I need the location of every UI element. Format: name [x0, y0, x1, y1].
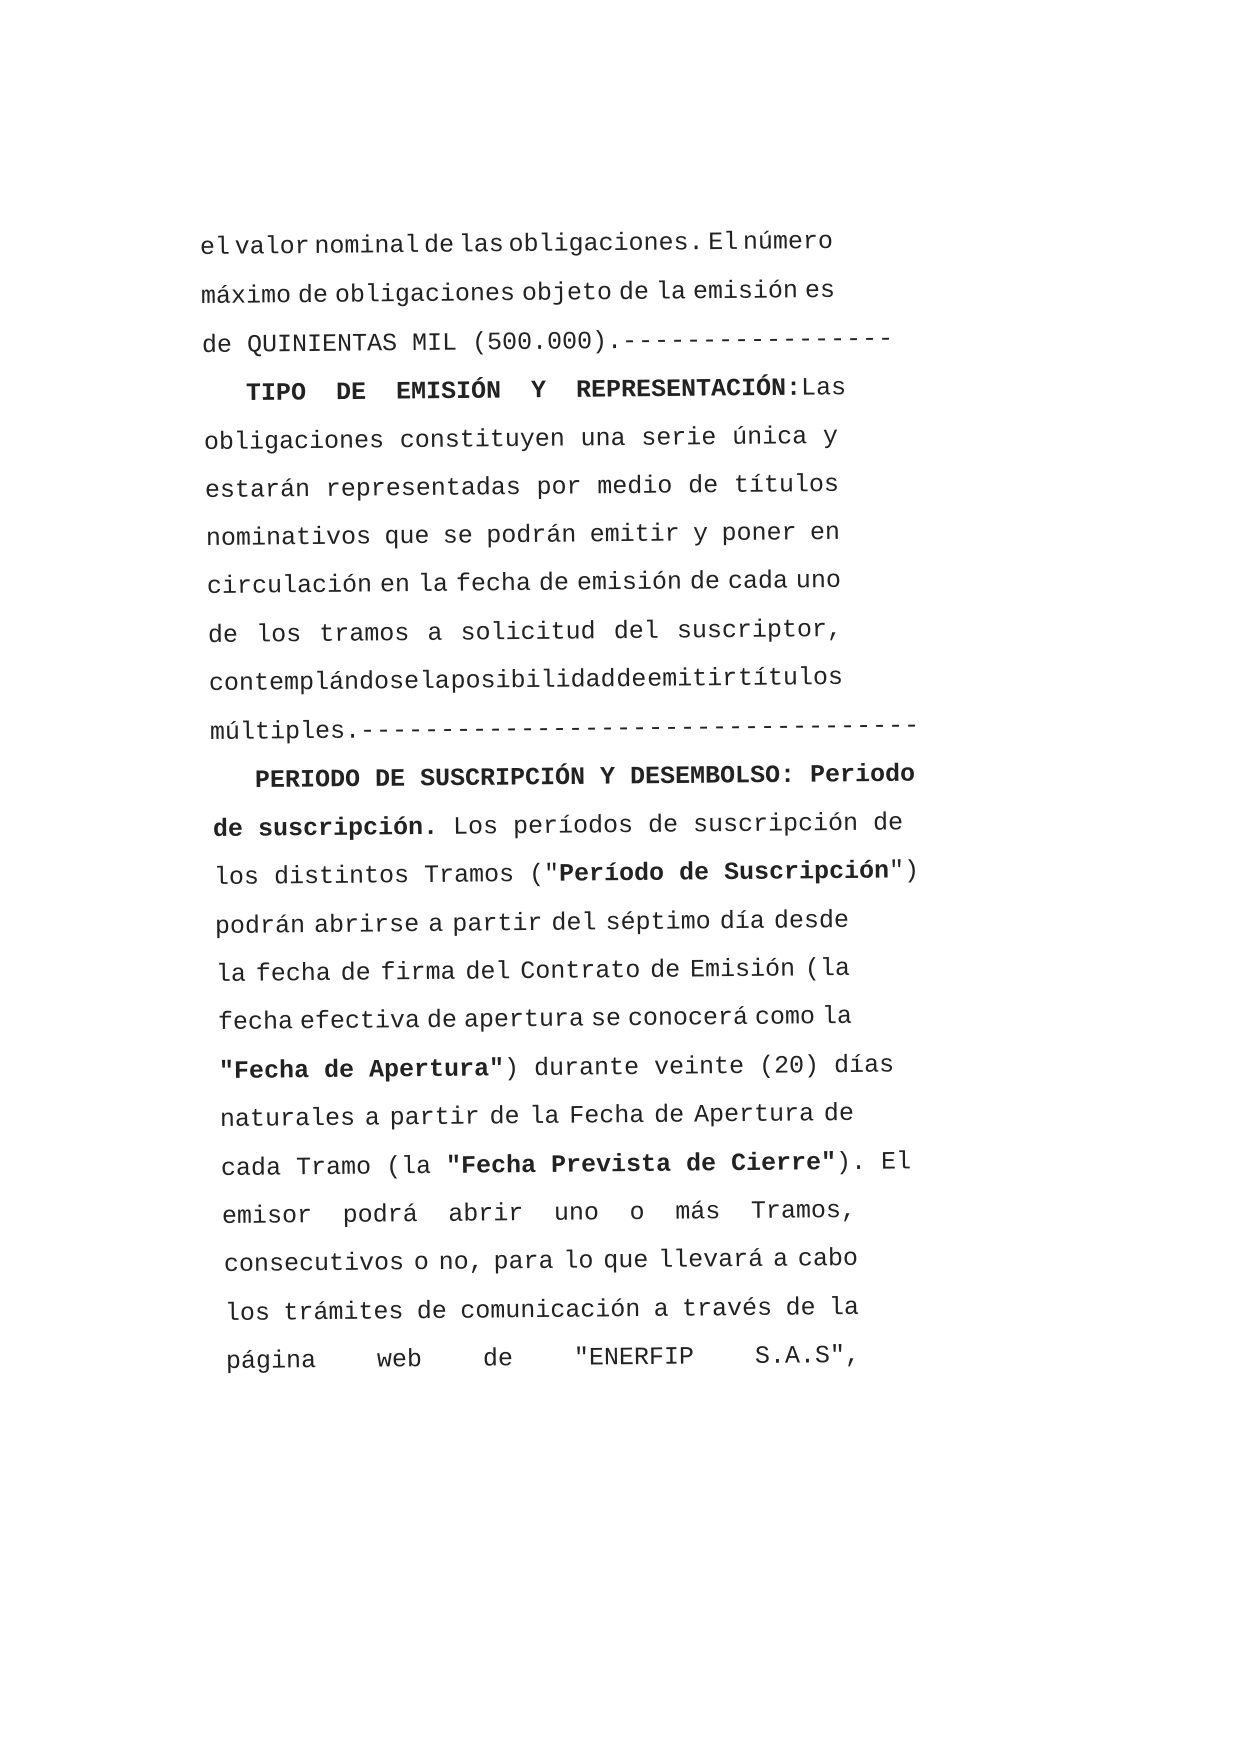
text-line: obligaciones constituyen una serie única y — [203, 421, 839, 457]
text-line: de QUINIENTAS MIL (500.000).----------------- — [201, 324, 895, 360]
section-heading-line: TIPO DE EMISIÓN Y REPRESENTACIÓN: Las — [245, 373, 847, 408]
text-line: consecutivos o no, para lo que llevará a cabo — [223, 1243, 859, 1279]
text-line: los trámites de comunicación a través de la — [224, 1292, 860, 1328]
text-line: nominativos que se podrán emitir y poner en — [205, 517, 841, 553]
text-line: la fecha de firma del Contrato de Emisión (la — [215, 953, 851, 989]
text-line: podrán abrirse a partir del séptimo día desde — [214, 905, 850, 941]
section-heading-line — [255, 760, 915, 796]
section-heading: PERIODO DE SUSCRIPCIÓN Y DESEMBOLSO: Periodo — [254, 759, 916, 795]
text-line: contemplándose la posibilidad de emitir títulos — [208, 662, 844, 698]
section-heading: TIPO DE EMISIÓN Y REPRESENTACIÓN: — [245, 373, 802, 408]
text-line: circulación en la fecha de emisión de cada uno — [206, 565, 842, 601]
text-line: "Fecha de Apertura") durante veinte (20) días — [218, 1050, 895, 1086]
text-line: de suscripción. Los períodos de suscripción de — [212, 808, 904, 844]
text-line: página web de "ENERFIP S.A.S", — [225, 1340, 861, 1376]
text-line: de los tramos a solicitud del suscriptor, — [207, 614, 843, 650]
text-line: estarán representadas por medio de títulos — [204, 469, 840, 505]
text-line: emisor podrá abrir uno o más Tramos, — [221, 1195, 857, 1231]
text-line: los distintos Tramos ("Período de Suscripción") — [213, 856, 920, 892]
text-line: naturales a partir de la Fecha de Apertura de — [219, 1098, 855, 1134]
text-line: cada Tramo (la "Fecha Prevista de Cierre"). El — [220, 1147, 912, 1183]
text-line: múltiples.----------------------------------- — [209, 711, 921, 747]
fill-dashes: ----------------------------------- — [359, 711, 921, 746]
text-line: fecha efectiva de apertura se conocerá como la — [217, 1001, 853, 1037]
text-line: el valor nominal de las obligaciones. El número — [199, 226, 834, 262]
text-line: máximo de obligaciones objeto de la emisión es — [200, 275, 836, 311]
fill-dashes: ----------------- — [621, 324, 895, 356]
